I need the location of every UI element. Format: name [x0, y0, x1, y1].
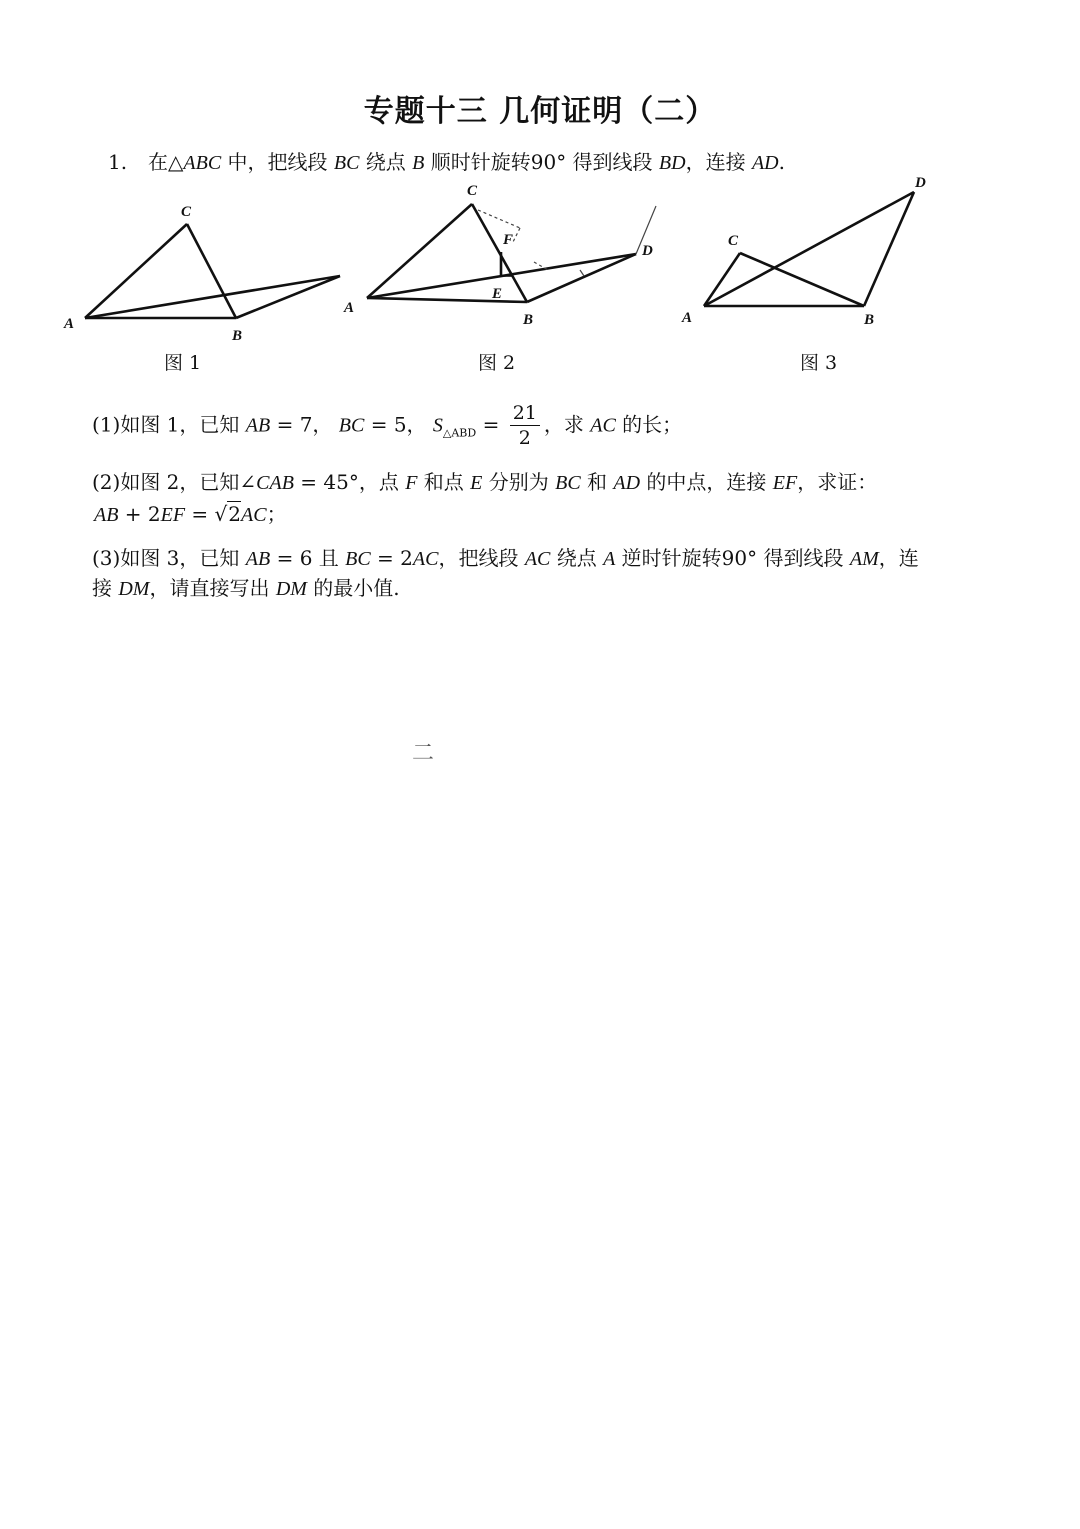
part-math: A [603, 548, 616, 570]
part-text: 逆时针旋转90° 得到线段 [615, 546, 850, 570]
stem-text: 在△ [148, 150, 184, 174]
part-text: ，请直接写出 [149, 576, 276, 600]
part-text: = 45°，点 [293, 470, 406, 494]
fig1-label-c: C [181, 204, 192, 220]
fig1-label-a: A [64, 316, 75, 332]
part-math: DM [118, 578, 150, 600]
part-math: AB [245, 548, 271, 570]
part-text: ，连 [878, 546, 919, 570]
part-math: BC [555, 472, 581, 494]
fraction-numerator: 21 [510, 404, 540, 426]
part-text: + 2 [118, 502, 161, 526]
part-text: 和 [580, 470, 614, 494]
part-text: = [476, 412, 506, 437]
part-math: AC [524, 548, 551, 570]
part-text: 的最小值. [306, 576, 400, 600]
page-title: 专题十三 几何证明（二） [363, 94, 717, 129]
part-text: = 5， [364, 412, 433, 437]
part-3-continued [92, 572, 400, 601]
segment-ab [367, 298, 527, 302]
part-3 [92, 542, 919, 571]
stem-math: BC [333, 152, 360, 174]
segment-bd [864, 192, 914, 306]
segment-cb [740, 253, 864, 306]
figure-3-caption: 图 3 [800, 352, 838, 374]
fig3-label-d: D [915, 175, 926, 191]
fig2-label-d: D [642, 243, 653, 259]
stem-math: B [412, 152, 425, 174]
fig3-label-a: A [682, 310, 693, 326]
figure-2-caption: 图 2 [478, 352, 516, 374]
stray-mark: 二 [412, 741, 435, 766]
segment-bd [527, 254, 636, 302]
fig2-label-e: E [492, 286, 503, 302]
segment-cb [187, 224, 236, 318]
fig3-label-c: C [728, 233, 739, 249]
figure-1 [85, 224, 340, 318]
part-math: AC [241, 504, 267, 526]
stem-text: 绕点 [359, 150, 413, 174]
part-math: DM [275, 578, 307, 600]
part-math: EF [160, 504, 186, 526]
part-text: ，把线段 [438, 546, 525, 570]
area-subscript: △ABD [442, 426, 477, 440]
stem-text: 中，把线段 [221, 150, 334, 174]
part-text: = 7， [270, 412, 339, 437]
stem-text: . [778, 150, 785, 174]
figure-3 [704, 192, 914, 306]
fraction [510, 404, 540, 448]
fig3-label-b: B [864, 312, 875, 328]
problem-number: 1. [108, 150, 128, 174]
part-text: (2)如图 2，已知∠ [92, 470, 257, 494]
part-text: 的长； [615, 412, 683, 437]
figures-diagram [0, 0, 1080, 400]
part-math: AB [94, 504, 119, 526]
figure-1-caption: 图 1 [164, 352, 202, 374]
segment-ac [704, 253, 740, 306]
fig2-label-f: F [503, 232, 514, 248]
part-math: AD [613, 472, 641, 494]
part-text: 的中点，连接 [640, 470, 773, 494]
stem-math: ABC [183, 152, 222, 174]
stem-text: 顺时针旋转90° 得到线段 [424, 150, 659, 174]
part-math: F [405, 472, 418, 494]
part-text: 和点 [417, 470, 471, 494]
part-text: ，求 [543, 412, 591, 437]
fig1-label-b: B [232, 328, 243, 344]
part-text: (1)如图 1，已知 [92, 412, 246, 437]
sqrt-radicand: 2 [228, 502, 242, 526]
part-2-equation [94, 498, 287, 527]
part-math: AC [590, 414, 616, 437]
part-math: S [432, 414, 443, 437]
part-text: 绕点 [550, 546, 604, 570]
fig2-label-c: C [467, 183, 478, 199]
part-math: AC [412, 548, 439, 570]
stem-math: BD [658, 152, 686, 174]
pencil-line [512, 228, 520, 244]
stem-text: ，连接 [685, 150, 752, 174]
part-text: = 6 且 [270, 546, 346, 570]
fraction-denominator: 2 [518, 427, 531, 449]
fig2-label-b: B [523, 312, 534, 328]
part-math: CAB [256, 472, 294, 494]
part-text: 分别为 [482, 470, 556, 494]
stem-math: AD [751, 152, 779, 174]
part-text: 接 [92, 576, 119, 600]
part-text: ； [266, 502, 287, 526]
fig2-label-a: A [344, 300, 355, 316]
part-text: = 2 [370, 546, 413, 570]
part-math: E [470, 472, 483, 494]
part-1 [92, 404, 682, 448]
segment-bd [236, 276, 340, 318]
pencil-line [580, 270, 584, 276]
part-math: BC [338, 414, 365, 437]
part-text: ，求证： [797, 470, 878, 494]
part-math: AB [245, 414, 271, 437]
part-text: (3)如图 3，已知 [92, 546, 246, 570]
part-math: EF [772, 472, 798, 494]
sqrt-sign: = √ [185, 502, 228, 526]
part-2 [92, 466, 877, 495]
part-math: BC [345, 548, 371, 570]
segment-ad [704, 192, 914, 306]
part-math: AM [849, 548, 879, 570]
